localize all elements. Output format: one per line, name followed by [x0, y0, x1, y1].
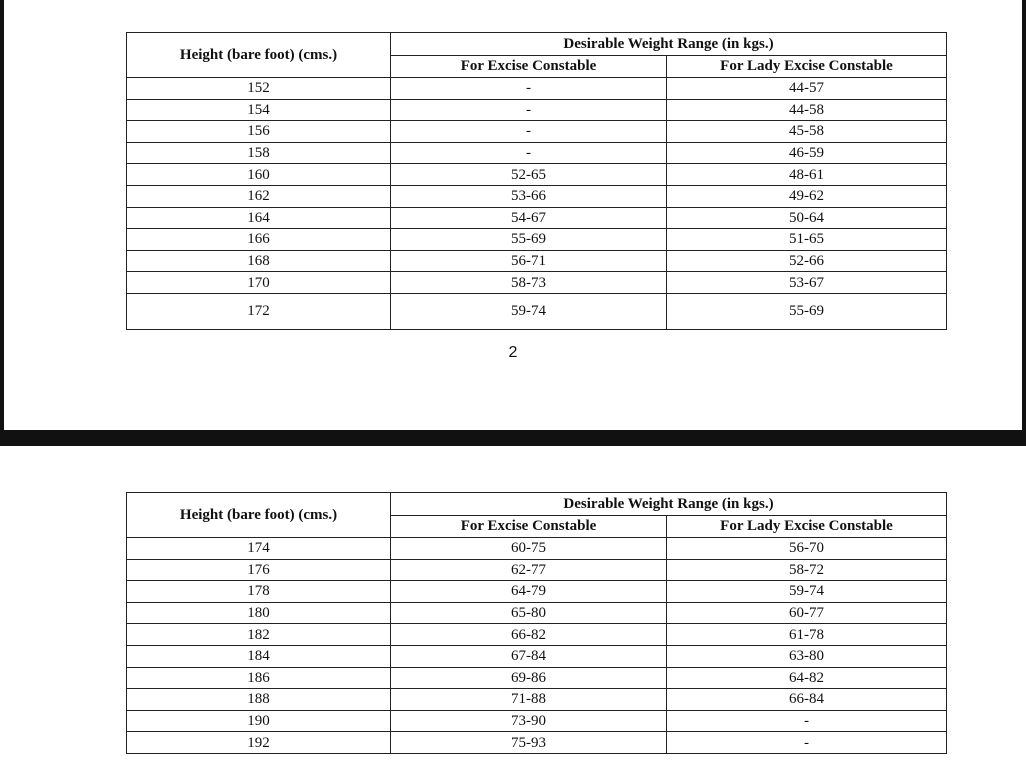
cell-excise: 58-73 — [391, 272, 667, 294]
cell-height: 162 — [127, 185, 391, 207]
cell-lady: 45-58 — [667, 121, 947, 143]
table-row — [127, 293, 947, 329]
cell-lady: 44-58 — [667, 99, 947, 121]
cell-height: 152 — [127, 78, 391, 100]
cell-lady: 44-57 — [667, 78, 947, 100]
cell-lady: 49-62 — [667, 185, 947, 207]
cell-lady: - — [667, 732, 947, 754]
cell-excise: 54-67 — [391, 207, 667, 229]
table-row — [127, 538, 947, 560]
cell-excise: - — [391, 78, 667, 100]
table-row — [127, 732, 947, 754]
weight-range-table-2 — [126, 492, 947, 754]
table-row — [127, 710, 947, 732]
weight-range-table-1 — [126, 32, 947, 330]
cell-lady: 63-80 — [667, 645, 947, 667]
cell-excise: 52-65 — [391, 164, 667, 186]
cell-excise: 66-82 — [391, 624, 667, 646]
cell-excise: 55-69 — [391, 229, 667, 251]
cell-height: 174 — [127, 538, 391, 560]
cell-lady: 48-61 — [667, 164, 947, 186]
table-row — [127, 207, 947, 229]
table-row — [127, 602, 947, 624]
header-lady-excise-constable: For Lady Excise Constable — [667, 56, 947, 78]
cell-lady: 60-77 — [667, 602, 947, 624]
cell-excise: - — [391, 142, 667, 164]
header-excise-constable: For Excise Constable — [391, 516, 667, 538]
cell-height: 178 — [127, 581, 391, 603]
cell-lady: 52-66 — [667, 250, 947, 272]
cell-excise: 64-79 — [391, 581, 667, 603]
cell-lady: 61-78 — [667, 624, 947, 646]
cell-excise: 75-93 — [391, 732, 667, 754]
table-row — [127, 121, 947, 143]
cell-height: 188 — [127, 689, 391, 711]
cell-excise: 53-66 — [391, 185, 667, 207]
cell-lady: 55-69 — [667, 293, 947, 329]
cell-excise: 62-77 — [391, 559, 667, 581]
cell-height: 172 — [127, 293, 391, 329]
table-row — [127, 78, 947, 100]
cell-excise: 71-88 — [391, 689, 667, 711]
cell-excise: 59-74 — [391, 293, 667, 329]
page-number: 2 — [508, 344, 518, 361]
table-row — [127, 645, 947, 667]
cell-height: 160 — [127, 164, 391, 186]
table-row — [127, 624, 947, 646]
cell-height: 182 — [127, 624, 391, 646]
cell-lady: 46-59 — [667, 142, 947, 164]
table-row — [127, 581, 947, 603]
cell-lady: 56-70 — [667, 538, 947, 560]
cell-height: 184 — [127, 645, 391, 667]
cell-height: 166 — [127, 229, 391, 251]
cell-height: 170 — [127, 272, 391, 294]
header-height: Height (bare foot) (cms.) — [127, 493, 391, 538]
cell-excise: 67-84 — [391, 645, 667, 667]
cell-height: 180 — [127, 602, 391, 624]
cell-excise: 73-90 — [391, 710, 667, 732]
table-row — [127, 99, 947, 121]
table-row — [127, 272, 947, 294]
cell-height: 168 — [127, 250, 391, 272]
header-desirable-weight: Desirable Weight Range (in kgs.) — [391, 493, 947, 516]
table-row — [127, 142, 947, 164]
cell-height: 176 — [127, 559, 391, 581]
cell-height: 154 — [127, 99, 391, 121]
cell-height: 190 — [127, 710, 391, 732]
cell-lady: 51-65 — [667, 229, 947, 251]
cell-lady: 64-82 — [667, 667, 947, 689]
cell-excise: - — [391, 99, 667, 121]
cell-excise: 69-86 — [391, 667, 667, 689]
table-row — [127, 559, 947, 581]
header-height: Height (bare foot) (cms.) — [127, 33, 391, 78]
table-row — [127, 185, 947, 207]
page-separator — [0, 430, 1026, 446]
table-row — [127, 667, 947, 689]
header-lady-excise-constable: For Lady Excise Constable — [667, 516, 947, 538]
cell-lady: 58-72 — [667, 559, 947, 581]
cell-height: 186 — [127, 667, 391, 689]
table-row — [127, 250, 947, 272]
cell-lady: - — [667, 710, 947, 732]
table-row — [127, 229, 947, 251]
header-desirable-weight: Desirable Weight Range (in kgs.) — [391, 33, 947, 56]
cell-height: 164 — [127, 207, 391, 229]
cell-height: 158 — [127, 142, 391, 164]
cell-height: 192 — [127, 732, 391, 754]
cell-lady: 53-67 — [667, 272, 947, 294]
cell-lady: 50-64 — [667, 207, 947, 229]
cell-lady: 66-84 — [667, 689, 947, 711]
table-row — [127, 164, 947, 186]
cell-excise: 60-75 — [391, 538, 667, 560]
cell-height: 156 — [127, 121, 391, 143]
viewer-border-left — [0, 0, 4, 430]
table-row — [127, 689, 947, 711]
cell-excise: - — [391, 121, 667, 143]
cell-excise: 65-80 — [391, 602, 667, 624]
viewer-border-right — [1022, 0, 1026, 430]
cell-lady: 59-74 — [667, 581, 947, 603]
header-excise-constable: For Excise Constable — [391, 56, 667, 78]
cell-excise: 56-71 — [391, 250, 667, 272]
